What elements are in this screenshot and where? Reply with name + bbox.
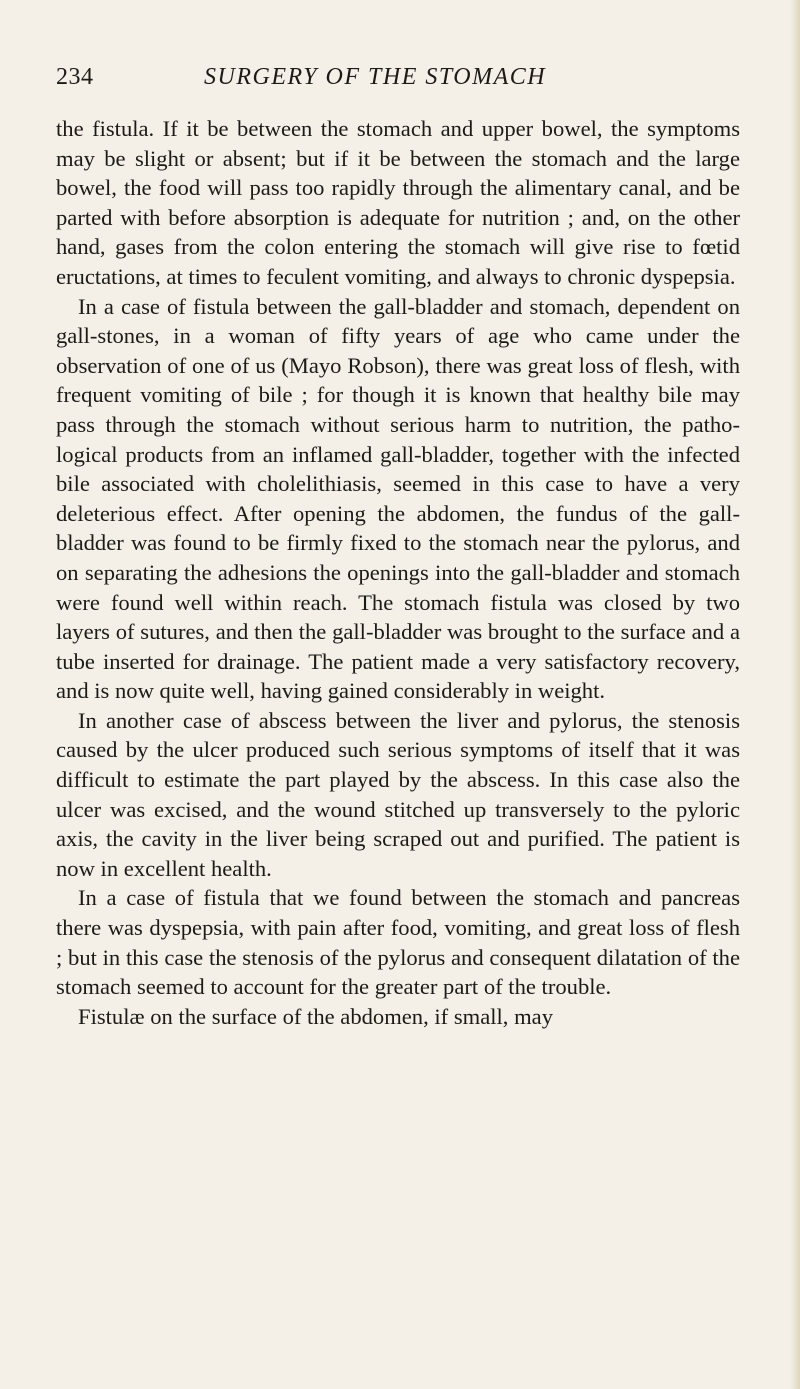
page-header <box>56 64 746 96</box>
page-edge-shadow <box>790 0 800 1389</box>
paragraph-abdominal-fistulae: Fistulæ on the surface of the abdomen, if small, may <box>78 1003 553 1029</box>
paragraph-gall-bladder-case: In a case of fistula between the gall-bladder and stomach, dependent on gall-stones, in a woman of fifty years of age who came under the observation of one of us (Mayo Robson), there was great loss of flesh, with frequent vomiting of bile ; for though it is known that healthy bile may pass through the stomach without serious harm to nutrition, the patho-logical products from an inflamed gall-bladder, together with the infected bile associated with cholelithiasis, seemed in this case to have a very deleterious effect. After opening the abdomen, the fundus of the gall-bladder was found to be firmly fixed to the stomach near the pylorus, and on separating the adhesions the openings into the gall-bladder and stomach were found well within reach. The stomach fistula was closed by two layers of sutures, and then the gall-bladder was brought to the surface and a tube inserted for drainage. The patient made a very satisfactory recovery, and is now quite well, having gained considerably in weight. <box>56 293 740 704</box>
paragraph-continued: the fistula. If it be between the stomach and upper bowel, the symptoms may be slight or absent; but if it be between the stomach and the large bowel, the food will pass too rapidly through the alimentary canal, and be parted with before absorption is adequate for nutrition ; and, on the other hand, gases from the colon entering the stomach will give rise to fœtid eructations, at times to feculent vomiting, and always to chronic dyspepsia. <box>56 116 740 289</box>
running-head-title: SURGERY OF THE STOMACH <box>204 64 547 90</box>
body-text <box>56 114 740 1031</box>
paragraph-liver-abscess-case: In another case of abscess between the liver and pylorus, the stenosis caused by the ulcer produced such serious symptoms of itself that it was difficult to estimate the part played by the abscess. In this case also the ulcer was excised, and the wound stitched up transversely to the pyloric axis, the cavity in the liver being scraped out and purified. The patient is now in excellent health. <box>56 707 740 881</box>
page-number: 234 <box>56 64 94 90</box>
paragraph-pancreas-case: In a case of fistula that we found between the stomach and pancreas there was dyspepsia, with pain after food, vomiting, and great loss of flesh ; but in this case the stenosis of the pylorus and consequent dilatation of the stomach seemed to account for the greater part of the trouble. <box>56 885 740 1000</box>
